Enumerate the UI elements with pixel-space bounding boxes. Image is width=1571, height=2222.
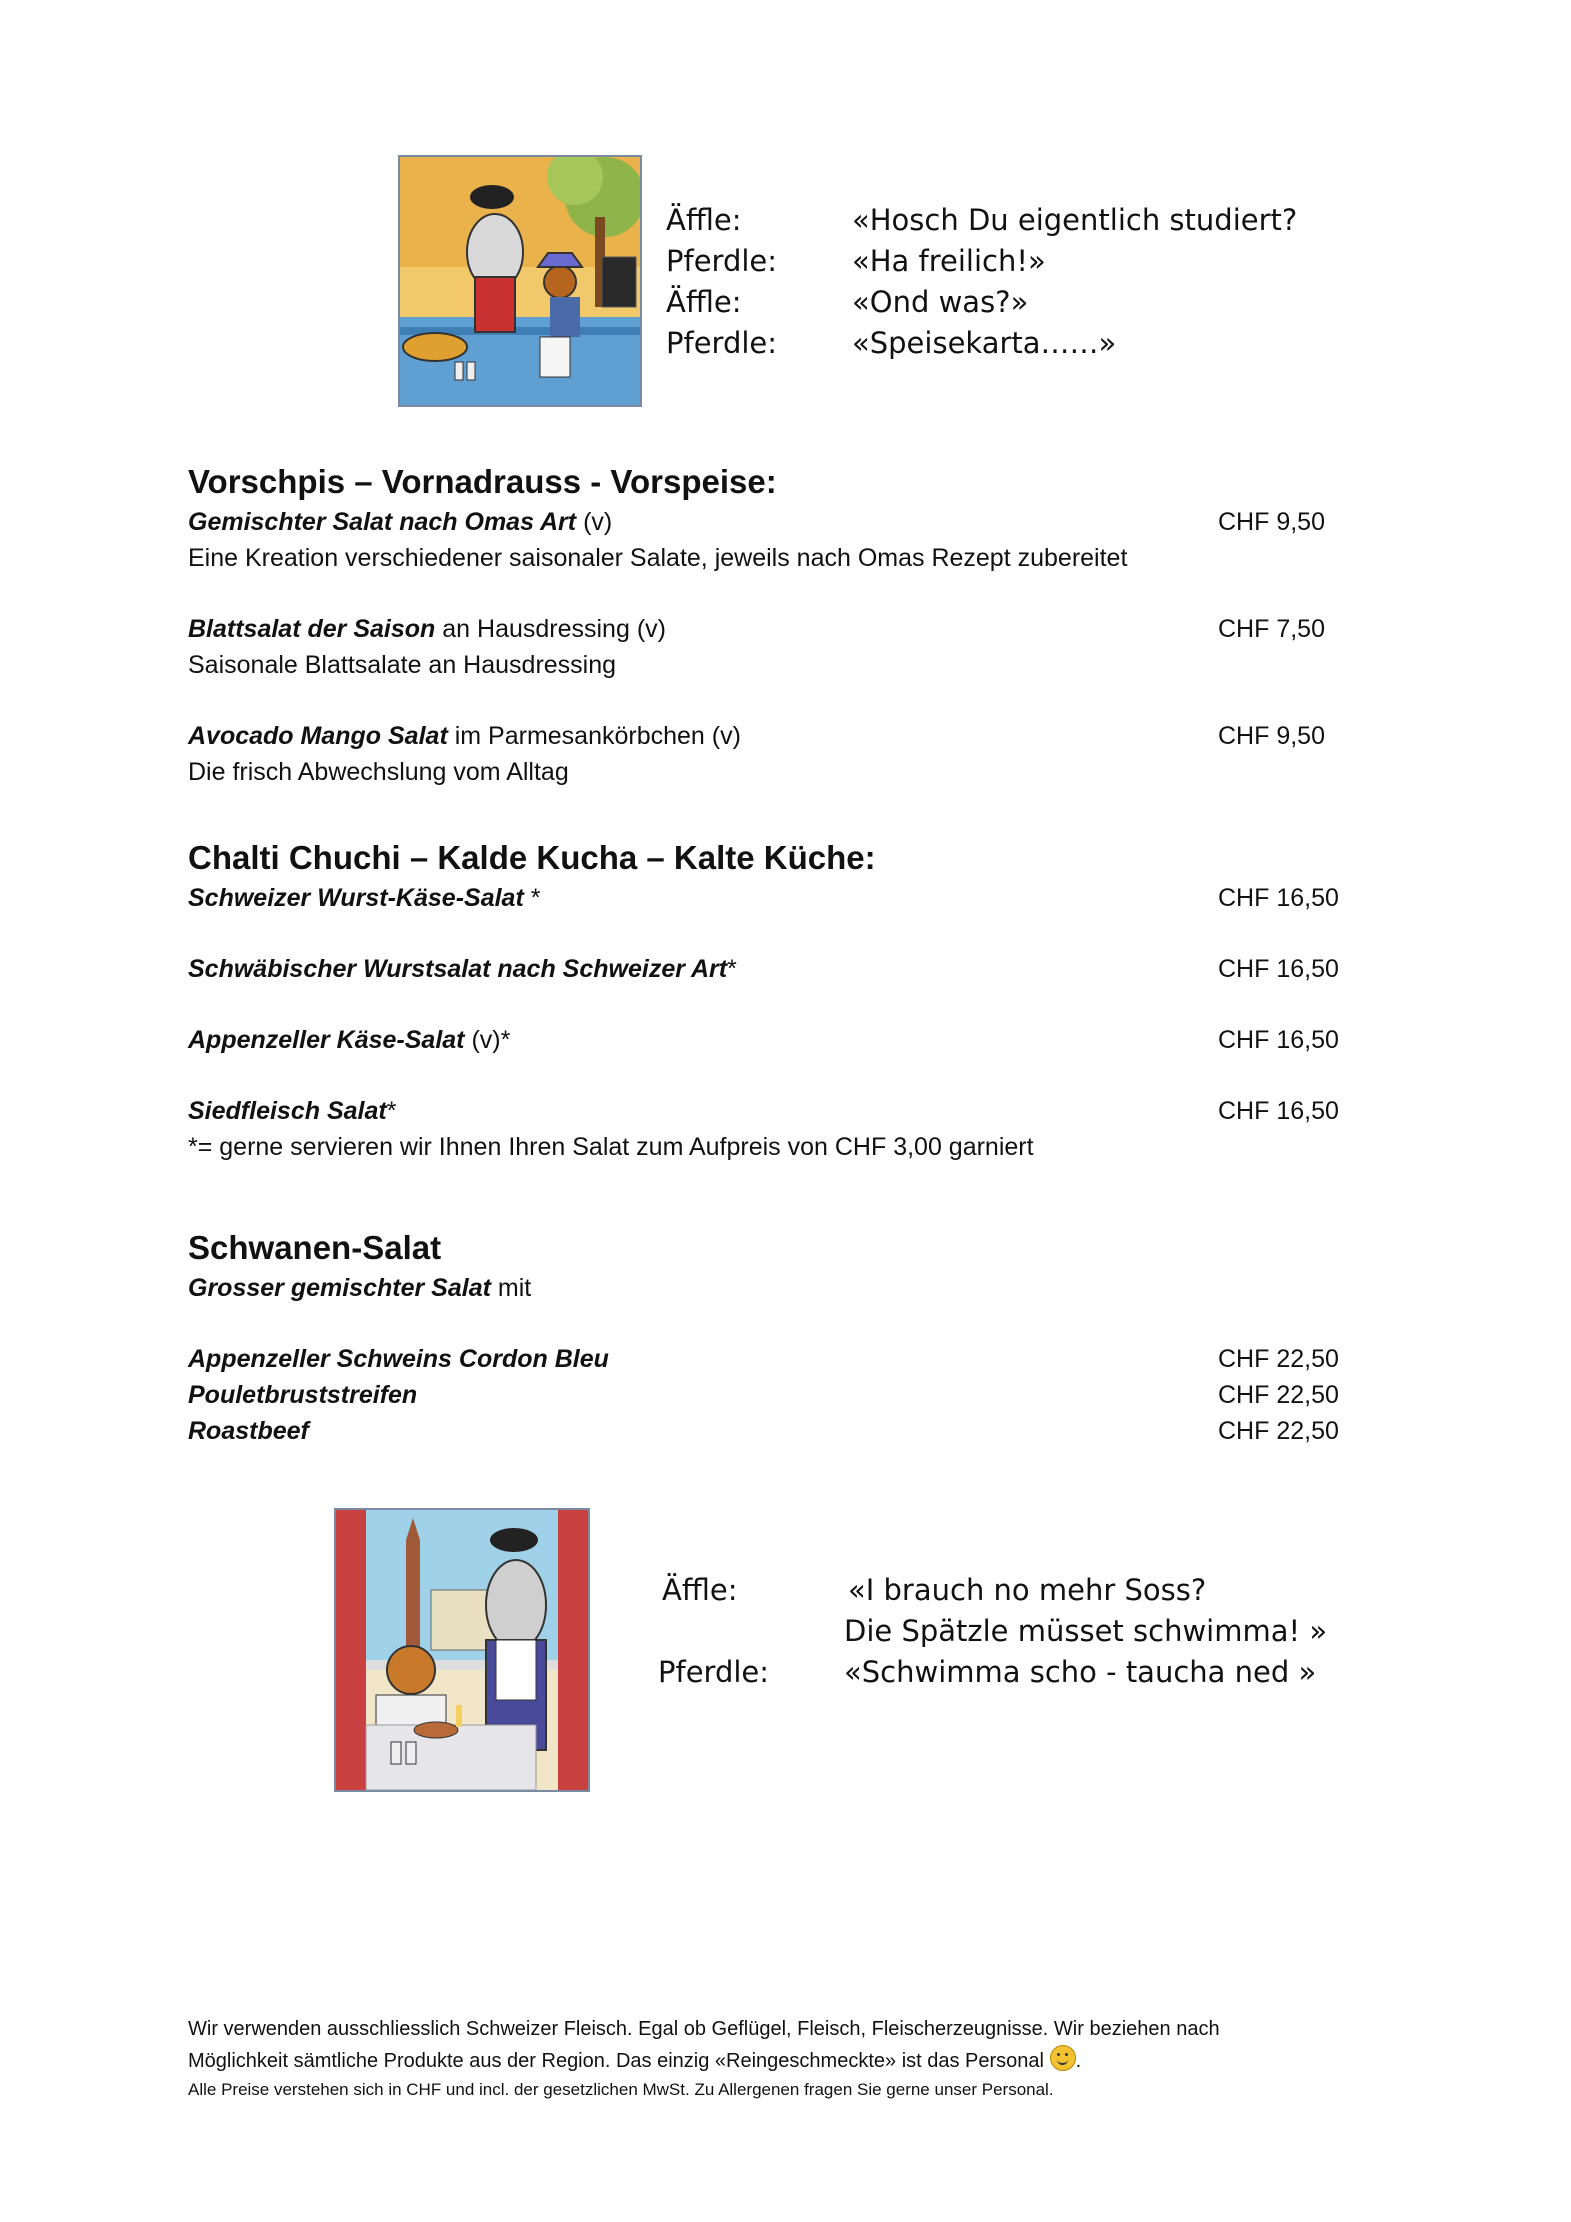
smiley-face-icon: [1050, 2045, 1076, 2071]
section-intro: [188, 1270, 1346, 1306]
item-price: CHF 16,50: [1218, 955, 1339, 983]
item-suffix: *: [386, 1097, 397, 1125]
section-title: Schwanen-Salat: [188, 1229, 442, 1266]
footer-line-2: [188, 2045, 1388, 2077]
item-price: CHF 22,50: [1218, 1381, 1339, 1409]
menu-item: [188, 611, 1346, 647]
menu-item: [188, 1093, 1346, 1129]
footer-line-2-text: Möglichkeit sämtliche Produkte aus der Region. Das einzig «Reingeschmeckte» ist das Personal: [188, 2050, 1044, 2072]
item-suffix: im Parmesankörbchen (v): [447, 722, 741, 750]
speech-text: «Hosch Du eigentlich studiert?: [852, 203, 1298, 237]
menu-item: [188, 718, 1346, 754]
speech-text: «Ond was?»: [852, 285, 1029, 319]
item-price: CHF 22,50: [1218, 1345, 1339, 1373]
dialog-line: [666, 282, 1297, 323]
item-price: CHF 16,50: [1218, 884, 1339, 912]
menu-item: [188, 1341, 1346, 1377]
menu-item: [188, 1413, 1346, 1449]
item-name: Appenzeller Käse-Salat: [188, 1026, 465, 1054]
footer-line-3: Alle Preise verstehen sich in CHF und incl. der gesetzlichen MwSt. Zu Allergenen fragen Sie gerne unser Personal.: [188, 2080, 1054, 2099]
item-name: Roastbeef: [188, 1417, 309, 1445]
section-kalte-kueche: [188, 836, 1346, 1165]
item-price: CHF 16,50: [1218, 1026, 1339, 1054]
item-name: Pouletbruststreifen: [188, 1381, 418, 1409]
dialog-line: [658, 1611, 1327, 1652]
dialog-line: [666, 323, 1297, 364]
speech-text: «Schwimma scho - taucha ned »: [844, 1655, 1317, 1689]
item-suffix: *: [523, 884, 541, 912]
item-name: Gemischter Salat nach Omas Art: [188, 508, 577, 536]
menu-item: [188, 1377, 1346, 1413]
menu-item: [188, 504, 1346, 540]
item-suffix: *: [727, 955, 737, 983]
item-name: Blattsalat der Saison: [188, 615, 436, 643]
item-description: Saisonale Blattsalate an Hausdressing: [188, 651, 617, 679]
item-name: Avocado Mango Salat: [188, 722, 448, 750]
item-name: Siedfleisch Salat: [188, 1097, 387, 1125]
speaker-name: Äffle:: [666, 203, 742, 237]
dialog-top: [666, 200, 1297, 364]
menu-item: [188, 880, 1346, 916]
dialog-line: [658, 1570, 1327, 1611]
cartoon-illustration-top: [398, 155, 642, 407]
item-description: Die frisch Abwechslung vom Alltag: [188, 758, 569, 786]
item-suffix: an Hausdressing (v): [435, 615, 666, 643]
item-price: CHF 16,50: [1218, 1097, 1339, 1125]
item-name: Schweizer Wurst-Käse-Salat: [188, 884, 524, 912]
speaker-name: Äffle:: [666, 285, 742, 319]
speaker-name: Pferdle:: [666, 244, 778, 278]
cartoon-top-graphic: [400, 157, 640, 405]
footer-line-2-end: .: [1075, 2050, 1082, 2072]
item-name: Schwäbischer Wurstsalat nach Schweizer Art: [188, 955, 728, 983]
item-price: CHF 7,50: [1218, 615, 1325, 643]
menu-item: [188, 1022, 1346, 1058]
dialog-line: [666, 241, 1297, 282]
section-title: Chalti Chuchi – Kalde Kucha – Kalte Küche:: [188, 839, 876, 876]
speech-text: «I brauch no mehr Soss?: [848, 1573, 1207, 1607]
speaker-name: [658, 1611, 844, 1652]
section-title: Vorschpis – Vornadrauss - Vorspeise:: [188, 463, 777, 500]
footer-line-1: Wir verwenden ausschliesslich Schweizer Fleisch. Egal ob Geflügel, Fleisch, Fleischerzeugnisse. Wir beziehen nach: [188, 2018, 1220, 2040]
item-suffix: (v)*: [464, 1026, 511, 1054]
dialog-line: [658, 1652, 1327, 1693]
section-schwanen-salat: [188, 1226, 1346, 1449]
speech-text: Die Spätzle müsset schwimma! »: [844, 1614, 1328, 1648]
dialog-line: [666, 200, 1297, 241]
section-vorspeise: [188, 460, 1346, 790]
item-price: CHF 9,50: [1218, 508, 1325, 536]
speaker-name: Äffle:: [662, 1573, 738, 1607]
speaker-name: Pferdle:: [658, 1655, 770, 1689]
item-description: Eine Kreation verschiedener saisonaler Salate, jeweils nach Omas Rezept zubereitet: [188, 544, 1128, 572]
footer: [188, 2013, 1388, 2103]
garnish-note: *= gerne servieren wir Ihnen Ihren Salat zum Aufpreis von CHF 3,00 garniert: [188, 1133, 1034, 1161]
item-price: CHF 9,50: [1218, 722, 1325, 750]
speaker-name: Pferdle:: [666, 326, 778, 360]
dialog-bottom: [658, 1570, 1327, 1693]
speech-text: «Ha freilich!»: [852, 244, 1046, 278]
cartoon-bottom-graphic: [336, 1510, 588, 1790]
intro-rest: mit: [490, 1274, 532, 1302]
intro-bold: Grosser gemischter Salat: [188, 1274, 491, 1302]
cartoon-illustration-bottom: [334, 1508, 590, 1792]
item-suffix: (v): [576, 508, 613, 536]
item-price: CHF 22,50: [1218, 1417, 1339, 1445]
speech-text: «Speisekarta……»: [852, 326, 1117, 360]
menu-item: [188, 951, 1346, 987]
item-name: Appenzeller Schweins Cordon Bleu: [188, 1345, 609, 1373]
